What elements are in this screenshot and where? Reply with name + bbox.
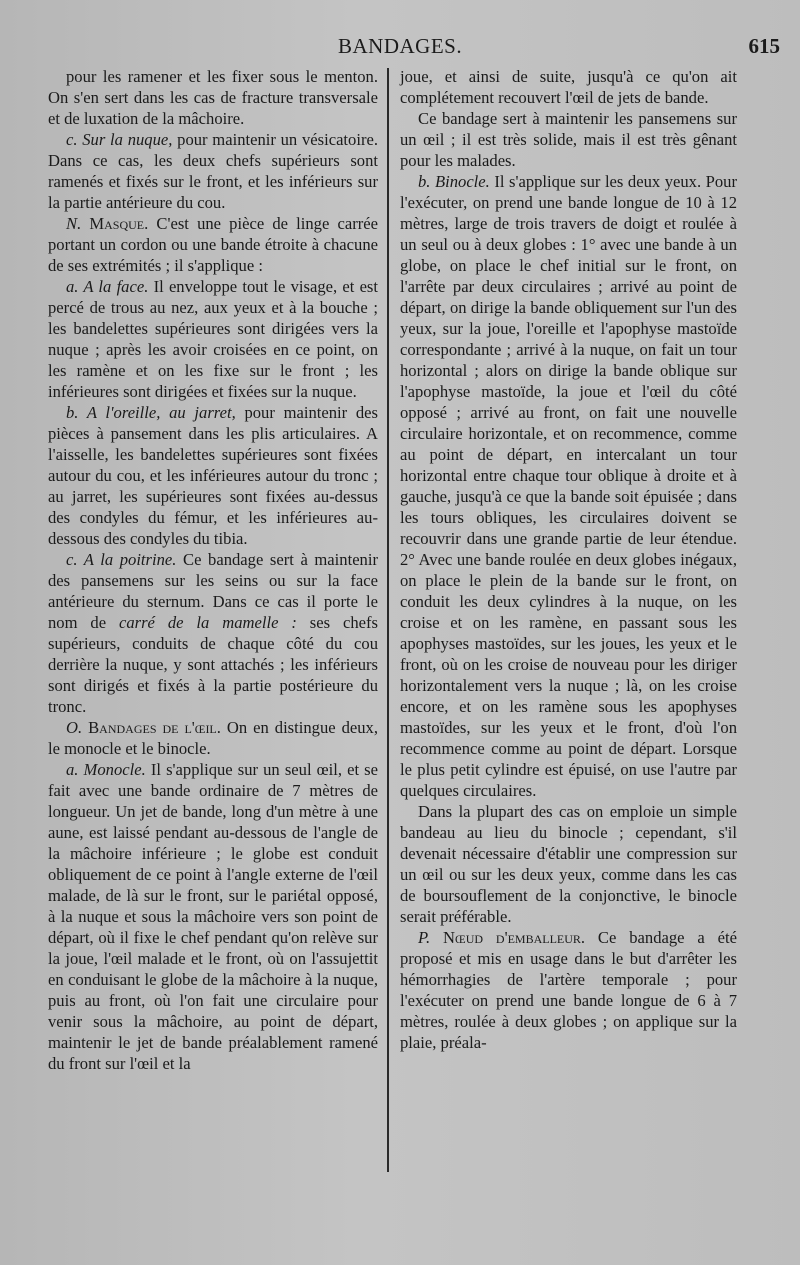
column-divider xyxy=(387,68,389,1172)
paragraph-text: Ce bandage a été proposé et mis en usage dans le but d'arrêter les hémorrhagies de l'artère temporale ; pour l'exécuter on prend une bande longue de 6 à 7 mètres, roulée à deux globes ; on applique sur la plaie, préala- xyxy=(400,928,737,1052)
left-column xyxy=(48,66,378,1074)
paragraph-text: Ce bandage sert à maintenir des pansemens sur les seins ou sur la face antérieure du sternum. Dans ce cas il porte le nom de xyxy=(48,550,378,632)
paragraph-p3 xyxy=(48,213,378,276)
running-header xyxy=(48,34,788,64)
paragraph-text: pour maintenir des pièces à pansement dans les plis articulaires. A l'aisselle, les bandelettes supérieures sont fixées autour du cou, et les inférieures autour du tronc ; au jarret, les supérieures sont fixées au-dessus des condyles du fémur, et les inférieures au-dessous des condyles du tibia. xyxy=(48,403,378,548)
paragraph-lead: N. xyxy=(66,214,82,233)
paragraph-text: Il s'applique sur un seul œil, et se fait avec une bande ordinaire de 7 mètres de longueur. Un jet de bande, long d'un mètre à une aune, est laissé pendant au-dessous de l'angle de la mâchoire inférieure ; le globe est conduit obliquement de ce point à l'angle externe de l'œil malade, de là sur le front, sur le pariétal opposé, à la nuque et sous la mâchoire vers son point de départ, où il fixe le chef pendant qu'on relève sur la joue, l'œil malade et le front, où on l'assujettit en conduisant le globe de la mâchoire à la nuque, puis au front, où l'on fait une circulaire pour venir sous la mâchoire, au point de départ, maintenir le jet de bande préalablement ramené du front sur l'œil et la xyxy=(48,760,378,1073)
paragraph-p8 xyxy=(48,759,378,1074)
paragraph-lead: a. Monocle. xyxy=(66,760,146,779)
paragraph-text: pour maintenir un vésicatoire. Dans ce cas, les deux chefs supérieurs sont ramenés et fixés sur le front, et les inférieurs sur la partie antérieure du cou. xyxy=(48,130,378,212)
paragraph-text: On en distingue deux, le monocle et le binocle. xyxy=(48,718,378,758)
paragraph-p2 xyxy=(48,129,378,213)
paragraph-p7 xyxy=(48,717,378,759)
paragraph-lead: O. xyxy=(66,718,83,737)
paragraph-p13 xyxy=(400,927,737,1053)
paragraph-text: joue, et ainsi de suite, jusqu'à ce qu'on ait complétement recouvert l'œil de jets de bande. xyxy=(400,67,737,107)
page-number: 615 xyxy=(748,34,780,58)
paragraph-heading: Nœud d'emballeur. xyxy=(430,928,586,947)
paragraph-lead: b. Binocle. xyxy=(418,172,490,191)
paragraph-lead: P. xyxy=(418,928,431,947)
paragraph-lead: c. A la poitrine. xyxy=(66,550,177,569)
paragraph-text: C'est une pièce de linge carrée portant un cordon ou une bande étroite à chacune de ses extrémités ; il s'applique : xyxy=(48,214,378,275)
paragraph-p9 xyxy=(400,66,737,108)
paragraph-em: carré de la mamelle : xyxy=(118,613,297,632)
paragraph-heading: Bandages de l'œil. xyxy=(82,718,221,737)
paragraph-lead: c. Sur la nuque, xyxy=(66,130,173,149)
paragraph-p5 xyxy=(48,402,378,549)
paragraph-p11 xyxy=(400,171,737,801)
paragraph-text: Il enveloppe tout le visage, et est percé de trous au nez, aux yeux et à la bouche ; les bandelettes supérieures sont dirigées vers la nuque ; après les avoir croisées en ce point, on les ramène et on les fixe sur le front ; les inférieures sont dirigées et fixées sur la nuque. xyxy=(48,277,378,401)
running-title: BANDAGES. xyxy=(338,34,463,58)
paragraph-text: Ce bandage sert à maintenir les pansemens sur un œil ; il est très solide, mais il est très gênant pour les malades. xyxy=(400,109,737,170)
paragraph-lead: a. A la face. xyxy=(66,277,149,296)
paragraph-text: Il s'applique sur les deux yeux. Pour l'exécuter, on prend une bande longue de 10 à 12 mètres, large de trois travers de doigt et roulée à un seul ou à deux globes : 1° avec une bande à un globe, on place le chef initial sur le front, on l'arrête par deux circulaires ; arrivé au point de départ, on dirige la bande obliquement sur l'un des yeux, sur la joue, l'oreille et l'apophyse mastoïde correspondante ; arrivé à la nuque, on fait un tour horizontal ; alors on dirige la bande oblique sur l'apophyse mastoïde, la joue et l'œil du côté opposé ; arrivé au front, on fait une nouvelle circulaire horizontale, et on recommence, comme au point de départ, en intercalant un tour horizontal entre chaque tour oblique à droite et à gauche, jusqu'à ce que la bande soit épuisée ; dans les tours obliques, les circulaires doivent se recouvrir dans une grande partie de leur étendue. 2° Avec une bande roulée en deux globes inégaux, on place le plein de la bande sur le front, on conduit les deux cylindres à la nuque, on les croise et on les ramène, en passant sous les apophyses mastoïdes, sur les joues, les yeux et le front, où on les croise de nouveau pour les diriger horizontalement vers la nuque ; là, on les croise encore, et on les ramène sous les apophyses mastoïdes, sur les yeux et le front, d'où l'on recommence comme au point de départ. Lorsque le plus petit cylindre est épuisé, on use l'autre par quelques circulaires. xyxy=(400,172,737,800)
paragraph-p6 xyxy=(48,549,378,717)
paragraph-tail: ses chefs supérieurs, conduits de chaque côté du cou derrière la nuque, y sont attachés ; les inférieurs sont dirigés et fixés à la partie postérieure du tronc. xyxy=(48,613,378,716)
paragraph-text: pour les ramener et les fixer sous le menton. On s'en sert dans les cas de fracture transversale et de luxation de la mâchoire. xyxy=(48,67,378,128)
paragraph-text: Dans la plupart des cas on emploie un simple bandeau au lieu du binocle ; cependant, s'il devenait nécessaire d'établir une compression sur un œil ou sur les deux yeux, comme dans les cas de boursouflement de la conjonctive, le binocle serait préférable. xyxy=(400,802,737,926)
paragraph-heading: Masque. xyxy=(81,214,149,233)
paragraph-p4 xyxy=(48,276,378,402)
paragraph-lead: b. A l'oreille, au jarret, xyxy=(66,403,236,422)
paragraph-p1 xyxy=(48,66,378,129)
paragraph-p12 xyxy=(400,801,737,927)
right-column xyxy=(400,66,737,1053)
paragraph-p10 xyxy=(400,108,737,171)
